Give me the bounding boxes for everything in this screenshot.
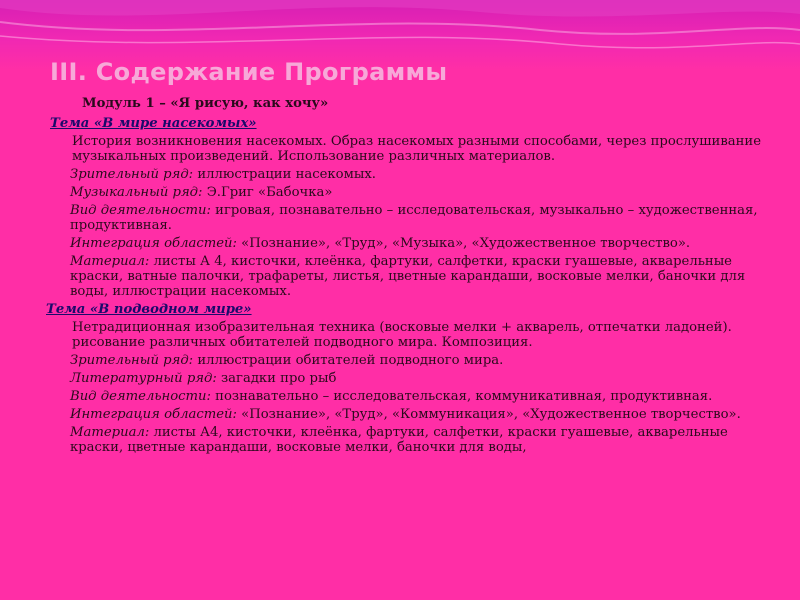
item-label: Музыкальный ряд:	[70, 185, 203, 200]
item-label: Материал:	[70, 254, 150, 269]
list-item	[44, 203, 764, 233]
item-text: «Познание», «Труд», «Коммуникация», «Художественное творчество».	[236, 407, 741, 422]
item-text: Э.Григ «Бабочка»	[202, 185, 333, 200]
item-label: Интеграция областей:	[70, 407, 237, 422]
list-item	[44, 389, 764, 404]
list-item	[44, 185, 764, 200]
module-title: Модуль 1 – «Я рисую, как хочу»	[82, 96, 329, 111]
item-label: Зрительный ряд:	[70, 353, 194, 368]
list-item	[44, 236, 764, 251]
page-title: III. Содержание Программы	[50, 58, 448, 86]
item-text: листы А4, кисточки, клеёнка, фартуки, салфетки, краски гуашевые, акварельные краски, цветные карандаши, восковые мелки, баночки для воды,	[70, 425, 728, 455]
item-label: Вид деятельности:	[70, 203, 211, 218]
list-item	[44, 254, 764, 299]
list-item	[44, 353, 764, 368]
item-text: игровая, познавательно – исследовательская, музыкально – художественная, продуктивная.	[70, 203, 758, 233]
item-text: иллюстрации обитателей подводного мира.	[193, 353, 504, 368]
topic-heading-underwater: Тема «В подводном мире»	[46, 302, 252, 317]
topic-intro-underwater: Нетрадиционная изобразительная техника (восковые мелки + акварель, отпечатки ладоней). рисование различных обитателей подводного мира. Композиция.	[72, 320, 732, 350]
item-text: познавательно – исследовательская, коммуникативная, продуктивная.	[210, 389, 713, 404]
list-item	[44, 167, 764, 182]
item-text: загадки про рыб	[216, 371, 337, 386]
item-text: «Познание», «Труд», «Музыка», «Художественное творчество».	[236, 236, 691, 251]
item-text: иллюстрации насекомых.	[193, 167, 376, 182]
list-item	[44, 407, 764, 422]
topic-heading-insects: Тема «В мире насекомых»	[50, 116, 257, 131]
content-body	[44, 96, 764, 458]
item-label: Интеграция областей:	[70, 236, 237, 251]
list-item	[44, 425, 764, 455]
item-label: Вид деятельности:	[70, 389, 211, 404]
item-label: Литературный ряд:	[70, 371, 217, 386]
list-item	[44, 371, 764, 386]
item-text: листы А 4, кисточки, клеёнка, фартуки, салфетки, краски гуашевые, акварельные краски, ватные палочки, трафареты, листья, цветные карандаши, восковые мелки, баночки для воды, иллюстрации насекомых.	[70, 254, 746, 299]
item-label: Зрительный ряд:	[70, 167, 194, 182]
item-label: Материал:	[70, 425, 150, 440]
topic-intro-insects: История возникновения насекомых. Образ насекомых разными способами, через прослушивание музыкальных произведений. Использование различных материалов.	[72, 134, 761, 164]
